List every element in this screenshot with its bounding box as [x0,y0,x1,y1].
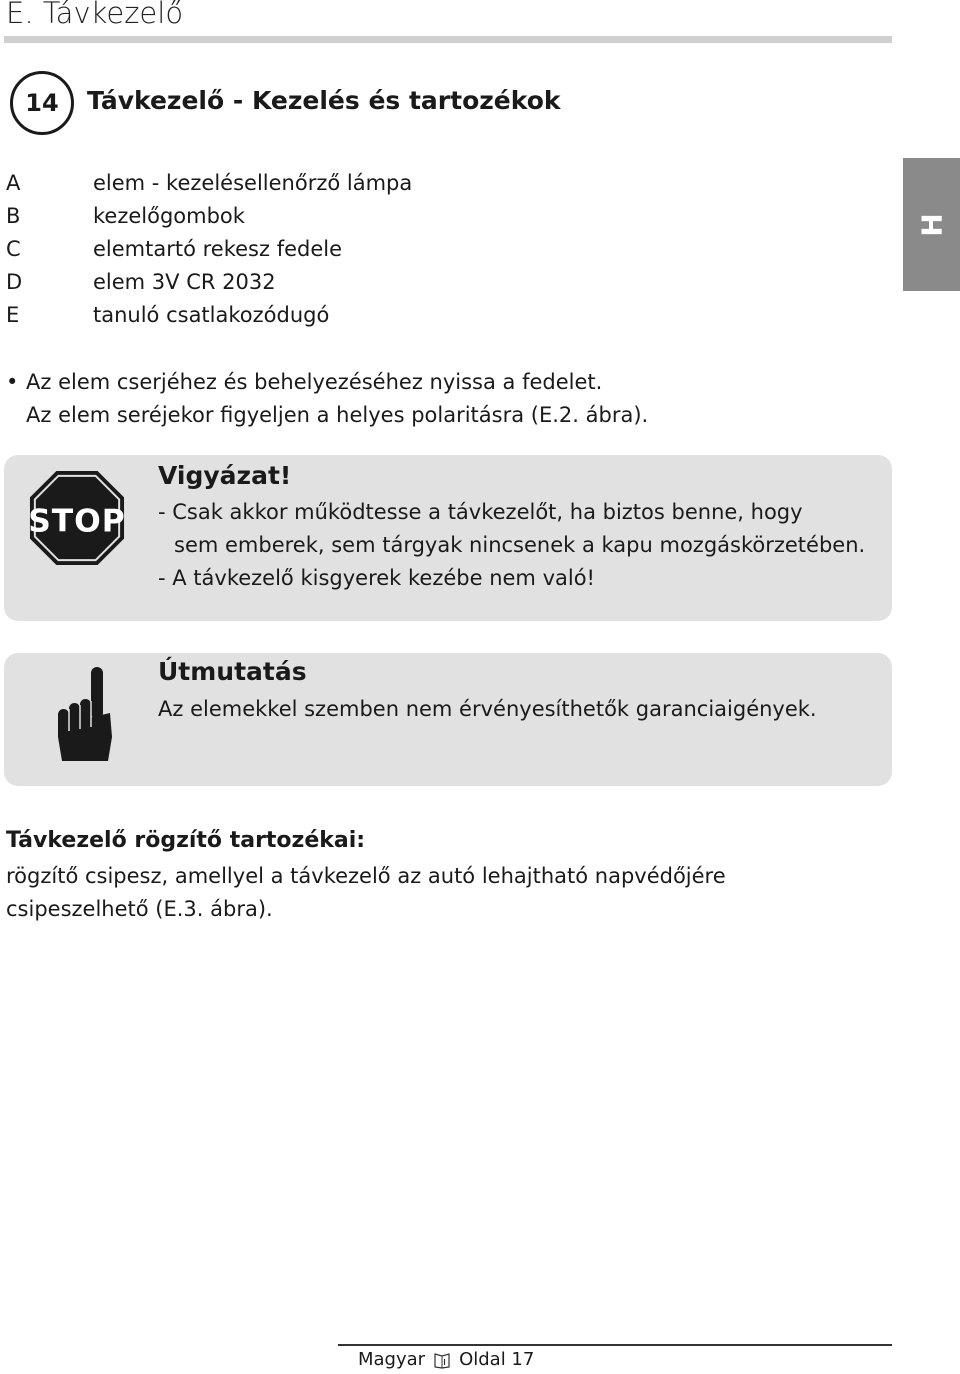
part-text: elemtartó rekesz fedele [93,237,343,261]
list-item [6,167,706,200]
footer-page-number: Oldal 17 [459,1349,535,1370]
page-footer [358,1349,534,1370]
footer-language: Magyar [358,1349,426,1370]
warning-box [4,455,892,621]
book-icon [433,1351,451,1369]
instruction-line-1: Az elem cserjéhez és behelyezéséhez nyissa a fedelet. [26,370,603,394]
bullet-icon: • [6,370,19,394]
part-letter: A [6,171,21,195]
warning-line-2: sem emberek, sem tárgyak nincsenek a kapu mozgáskörzetében. [174,533,866,557]
language-tab-label: H [915,212,948,237]
stop-sign-icon [28,469,126,567]
instruction-line-2: Az elem seréjekor figyeljen a helyes polaritásra (E.2. ábra). [26,403,649,427]
part-letter: E [6,303,20,327]
accessories-line-1: rögzítő csipesz, amellyel a távkezelő az autó lehajtható napvédőjére [6,864,726,888]
pointing-hand-icon [54,665,114,765]
warning-title: Vigyázat! [158,461,292,490]
list-item [6,299,706,332]
accessories-line-2: csipeszelhető (E.3. ábra). [6,897,273,921]
section-number: 14 [10,71,74,135]
accessories-text [6,860,726,926]
part-text: elem - kezelésellenőrző lámpa [93,171,413,195]
accessories-title: Távkezelő rögzítő tartozékai: [6,828,366,853]
part-text: tanuló csatlakozódugó [93,303,330,327]
list-item [6,233,706,266]
warning-line-3: - A távkezelő kisgyerek kezébe nem való! [158,566,595,590]
part-letter: C [6,237,21,261]
footer-rule [338,1344,892,1346]
language-tab [903,158,960,291]
part-letter: D [6,270,23,294]
note-line-1: Az elemekkel szemben nem érvényesíthetők garanciaigények. [158,697,817,721]
stop-sign-label: STOP [28,503,126,540]
instruction-paragraph [6,366,648,432]
warning-line-1: - Csak akkor működtesse a távkezelőt, ha biztos benne, hogy [158,500,803,524]
section-title: Távkezelő - Kezelés és tartozékok [87,86,561,115]
note-title: Útmutatás [158,657,307,686]
header-rule [4,36,892,43]
note-box [4,653,892,786]
part-text: elem 3V CR 2032 [93,270,276,294]
list-item [6,266,706,299]
parts-list [6,167,706,332]
part-text: kezelőgombok [93,204,245,228]
part-letter: B [6,204,21,228]
list-item [6,200,706,233]
page-header-title: E. Távkezelő [6,0,184,30]
